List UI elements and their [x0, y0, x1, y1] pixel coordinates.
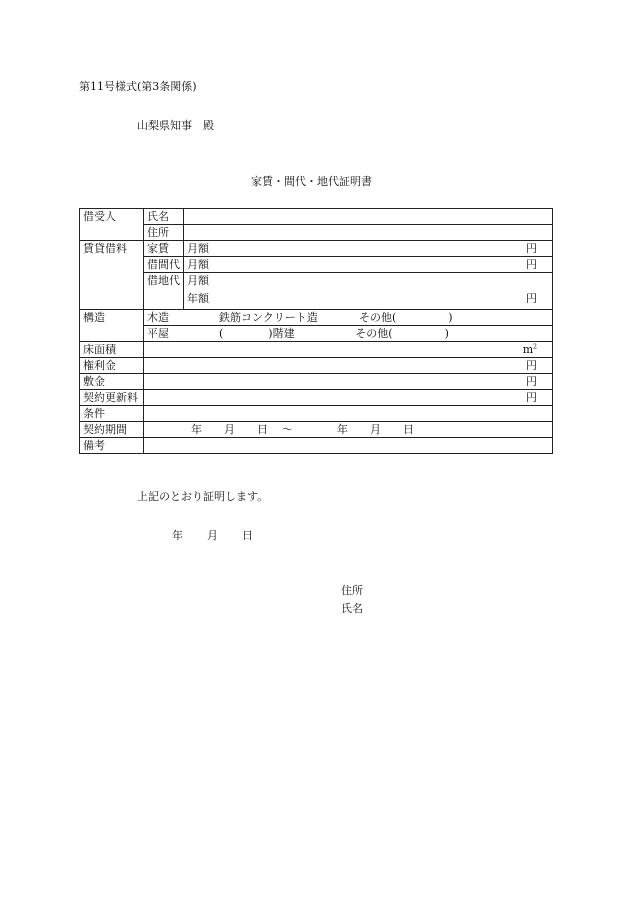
conditions-label: 条件: [80, 406, 144, 422]
open-paren: (: [219, 327, 224, 340]
document-title: 家賃・間代・地代証明書: [251, 175, 372, 188]
square-meter-unit: [523, 342, 549, 357]
monthly-label: 月額: [187, 242, 209, 255]
end-year-label: 年: [337, 423, 348, 436]
renewal-fee-label: 契約更新料: [80, 390, 144, 406]
signer-address-label: 住所: [341, 584, 363, 597]
floors-label: )階建: [268, 327, 295, 340]
conditions-row: [80, 406, 553, 422]
contract-period-field[interactable]: [144, 422, 553, 438]
structure-label: 構造: [80, 310, 144, 342]
monthly-label: 月額: [187, 274, 209, 287]
land-rent-label: 借地代: [144, 273, 184, 310]
year-label: 年: [172, 529, 183, 542]
meter-unit: m: [522, 343, 534, 356]
certification-text: 上記のとおり証明します。: [137, 490, 269, 503]
rent-label: 賃貸借料: [80, 241, 144, 310]
conditions-field[interactable]: [144, 406, 553, 422]
room-rent-field[interactable]: [184, 257, 553, 273]
land-rent-monthly-field[interactable]: [184, 273, 553, 290]
close-paren: ): [448, 311, 453, 324]
room-rent-label: 借間代: [144, 257, 184, 273]
yen-unit: 円: [526, 258, 537, 271]
squared-superscript: 2: [533, 343, 537, 351]
tilde: ～: [282, 423, 293, 436]
close-paren: ): [444, 327, 449, 340]
borrower-name-field[interactable]: [184, 209, 553, 225]
deposit-row: [80, 374, 553, 390]
floor-area-label: 床面積: [80, 342, 144, 358]
yen-unit: 円: [526, 375, 537, 388]
structure-floor-options[interactable]: [144, 326, 553, 342]
renewal-fee-field[interactable]: [144, 390, 553, 406]
key-money-row: [80, 358, 553, 374]
borrower-label: 借受人: [80, 209, 144, 241]
signer-name-label: 氏名: [341, 602, 363, 615]
yen-unit: 円: [526, 292, 537, 305]
land-rent-row: [80, 273, 553, 290]
other-option[interactable]: その他(: [355, 327, 393, 340]
house-rent-label: 家賃: [144, 241, 184, 257]
date-line: [172, 530, 253, 541]
day-label: 日: [242, 529, 253, 542]
yearly-label: 年額: [187, 292, 209, 305]
start-day-label: 日: [257, 423, 268, 436]
address-label: 住所: [144, 225, 184, 241]
structure-type-options[interactable]: [144, 310, 553, 326]
structure-row-1: [80, 310, 553, 326]
remarks-label: 備考: [80, 438, 144, 454]
addressee: 山梨県知事 殿: [137, 119, 214, 132]
structure-row-2: [80, 326, 553, 342]
contract-period-row: [80, 422, 553, 438]
name-label: 氏名: [144, 209, 184, 225]
monthly-label: 月額: [187, 258, 209, 271]
house-rent-row: [80, 241, 553, 257]
room-rent-row: [80, 257, 553, 273]
start-year-label: 年: [191, 423, 202, 436]
land-rent-yearly-field[interactable]: [184, 289, 553, 310]
start-month-label: 月: [224, 423, 235, 436]
certificate-table: [79, 208, 553, 454]
other-option[interactable]: その他(: [359, 311, 397, 324]
end-month-label: 月: [370, 423, 381, 436]
key-money-label: 権利金: [80, 358, 144, 374]
deposit-field[interactable]: [144, 374, 553, 390]
yen-unit: 円: [526, 391, 537, 404]
contract-period-label: 契約期間: [80, 422, 144, 438]
deposit-label: 敷金: [80, 374, 144, 390]
yen-unit: 円: [526, 242, 537, 255]
month-label: 月: [207, 529, 218, 542]
remarks-field[interactable]: [144, 438, 553, 454]
form-number: 第11号様式(第3条関係): [79, 80, 197, 93]
borrower-name-row: [80, 209, 553, 225]
flat-option[interactable]: 平屋: [147, 327, 169, 340]
end-day-label: 日: [403, 423, 414, 436]
borrower-address-row: [80, 225, 553, 241]
floor-area-field[interactable]: [144, 342, 553, 358]
renewal-fee-row: [80, 390, 553, 406]
key-money-field[interactable]: [144, 358, 553, 374]
floor-area-row: [80, 342, 553, 358]
wood-option[interactable]: 木造: [147, 311, 169, 324]
rc-option[interactable]: 鉄筋コンクリート造: [219, 311, 318, 324]
yen-unit: 円: [526, 359, 537, 372]
borrower-address-field[interactable]: [184, 225, 553, 241]
remarks-row: [80, 438, 553, 454]
house-rent-field[interactable]: [184, 241, 553, 257]
